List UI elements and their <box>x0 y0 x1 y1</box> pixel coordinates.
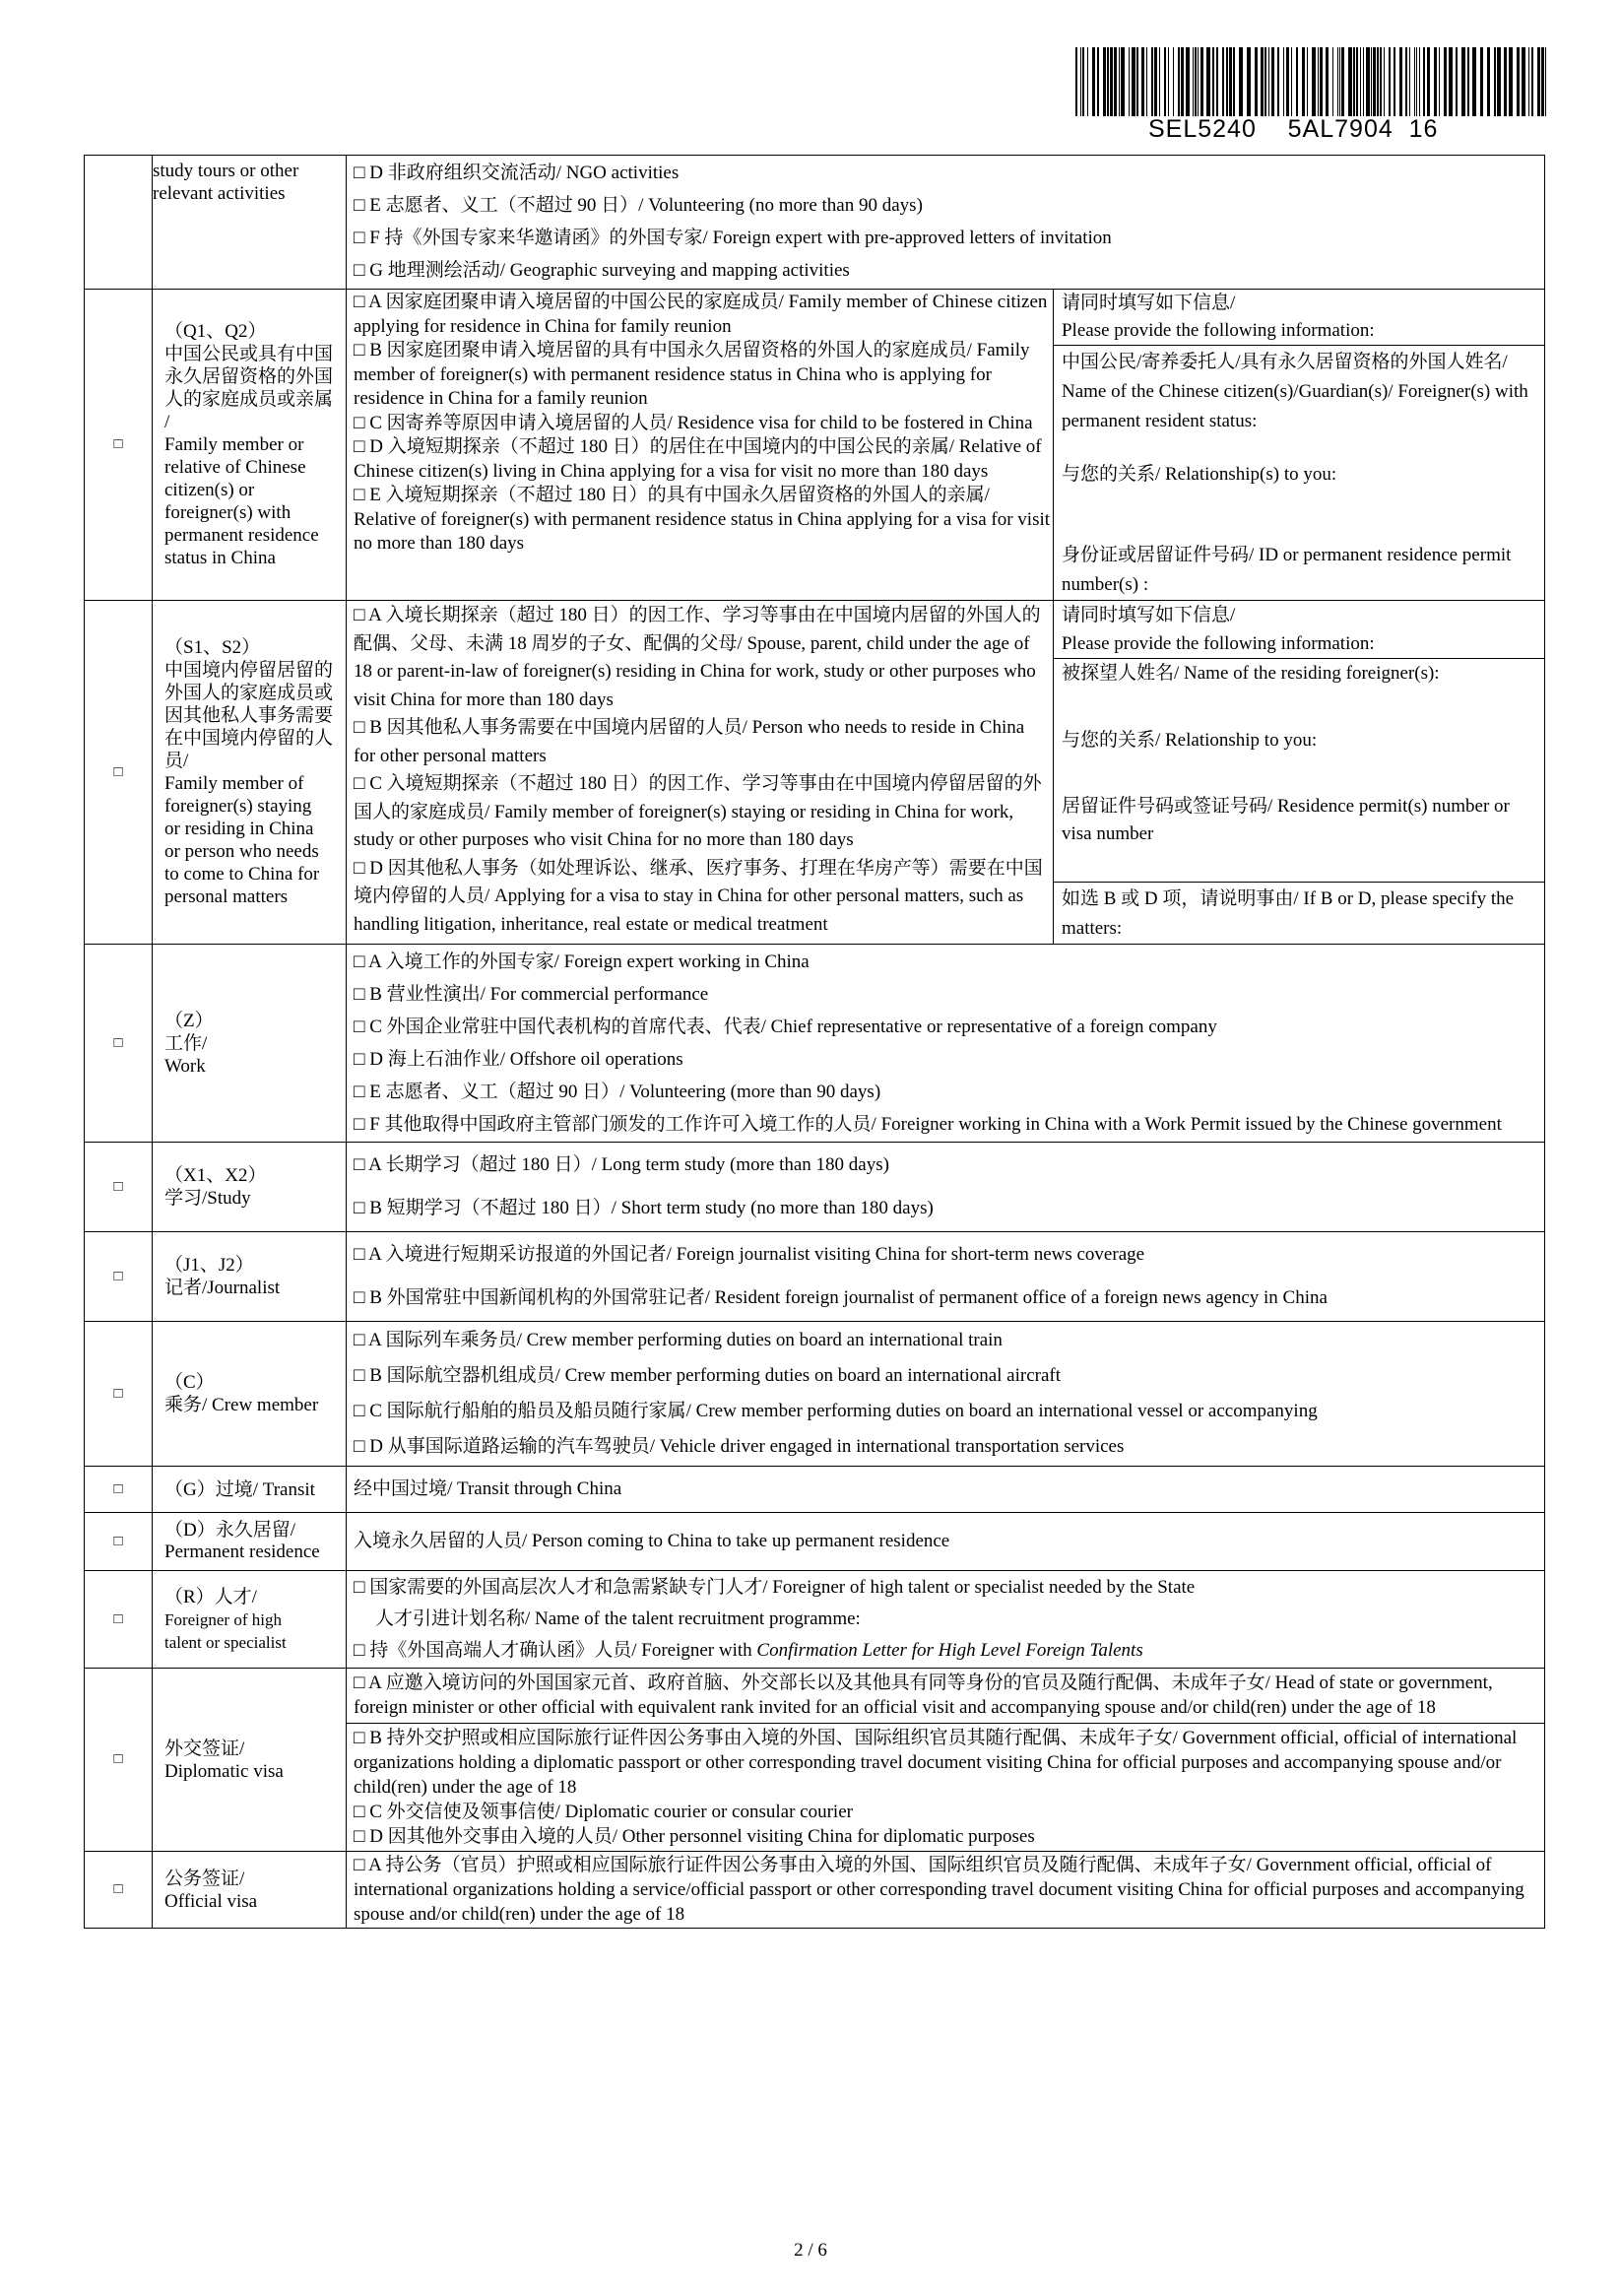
barcode-bar <box>1173 47 1174 116</box>
barcode-bar <box>1339 47 1340 116</box>
barcode-bar <box>1296 47 1298 116</box>
barcode-bar <box>1522 47 1525 116</box>
barcode-bar <box>1405 47 1407 116</box>
options <box>347 601 1054 945</box>
barcode-bar <box>1307 47 1308 116</box>
barcode-bar <box>1146 47 1147 116</box>
options <box>347 156 1545 290</box>
options <box>347 1571 1545 1669</box>
category-code: （Q1、Q2） <box>164 321 267 342</box>
category-line: foreigner(s) with <box>164 502 292 523</box>
category-code: （X1、X2） <box>164 1165 267 1186</box>
category-label <box>153 1322 347 1467</box>
barcode-bar <box>1427 47 1430 116</box>
barcode-bar <box>1264 47 1266 116</box>
options <box>347 1232 1545 1322</box>
barcode-bar <box>1216 47 1218 116</box>
category-line: Work <box>164 1055 206 1077</box>
barcode-bar <box>1416 47 1417 116</box>
barcode-bar <box>1461 47 1465 116</box>
barcode-bar <box>1332 47 1333 116</box>
barcode-bar <box>1353 47 1355 116</box>
barcode-bar <box>1348 47 1352 116</box>
barcode-bar <box>1114 47 1117 116</box>
barcode-bar <box>1541 47 1544 116</box>
row-journalist <box>85 1232 1545 1322</box>
barcode-bar <box>1419 47 1420 116</box>
barcode-bar <box>1444 47 1447 116</box>
category-line: 在中国境内停留的人 <box>164 728 334 749</box>
category-label <box>153 601 347 945</box>
barcode-bar <box>1121 47 1125 116</box>
barcode-bar <box>1092 47 1095 116</box>
barcode-bar <box>1472 47 1476 116</box>
category-code: （J1、J2） <box>164 1255 254 1276</box>
barcode-bar <box>1206 47 1210 116</box>
option-item[interactable]: □ D 因其他私人事务（如处理诉讼、继承、医疗事务、打理在华房产等）需要在中国境内停留的人员/ Applying for a visa to stay in China for other personal matters, such as handling litigation, inheritance, real estate or medical treatment <box>354 857 1043 935</box>
option-item[interactable]: □ B 国际航空器机组成员/ Crew member performing duties on board an international aircraft <box>354 1365 1061 1386</box>
barcode-bar <box>1318 47 1319 116</box>
category-line: or person who needs <box>164 841 319 862</box>
checkbox[interactable]: □ <box>85 1852 153 1929</box>
category-label <box>153 290 347 601</box>
barcode-bar <box>1222 47 1224 116</box>
barcode-bar <box>1097 47 1099 116</box>
barcode-bar <box>1129 47 1130 116</box>
row-diplomatic <box>85 1669 1545 1852</box>
category-line: personal matters <box>164 886 289 907</box>
options <box>347 290 1054 601</box>
options <box>347 945 1545 1143</box>
barcode-bar <box>1434 47 1437 116</box>
checkbox[interactable]: □ <box>85 1467 153 1513</box>
barcode-bar <box>1480 47 1483 116</box>
category-line: 因其他私人事务需要 <box>164 705 334 726</box>
category-line: 工作/ <box>164 1032 208 1054</box>
option-item[interactable]: □ B 短期学习（不超过 180 日）/ Short term study (no more than 180 days) <box>354 1198 934 1218</box>
option-item[interactable]: □ D 入境短期探亲（不超过 180 日）的居住在中国境内的中国公民的亲属/ Relative of Chinese citizen(s) living in China applying for a visa for visit no more than 180 days <box>354 436 1042 482</box>
barcode-bar <box>1283 47 1284 116</box>
barcode-bar <box>1356 47 1358 116</box>
barcode-bar <box>1377 47 1379 116</box>
barcode-bar <box>1195 47 1197 116</box>
option-item[interactable]: □ E 志愿者、义工（超过 90 日）/ Volunteering (more than 90 days) <box>354 1082 881 1102</box>
category-line: Family member of <box>164 773 304 794</box>
barcode-bar <box>1497 47 1501 116</box>
barcode-bar <box>1141 47 1144 116</box>
checkbox[interactable]: □ <box>85 945 153 1143</box>
barcode-bar <box>1233 47 1235 116</box>
category-code: （R）人才/ <box>164 1586 257 1607</box>
option-item[interactable]: □ A 入境长期探亲（超过 180 日）的因工作、学习等事由在中国境内居留的外国人的配偶、父母、未满 18 周岁的子女、配偶的父母/ Spouse, parent, child under the age of 18 or parent-in-law of foreigner(s) residing in China for work, study or other purposes who visit China for more than 180 days <box>354 605 1041 710</box>
options <box>347 1143 1545 1232</box>
category-line: 中国境内停留居留的 <box>164 660 334 681</box>
options <box>347 1322 1545 1467</box>
category-label: 公务签证/ Official visa <box>153 1852 347 1929</box>
barcode-bar <box>1291 47 1292 116</box>
option-item[interactable]: □ B 因家庭团聚申请入境居留的具有中国永久居留资格的外国人的家庭成员/ Family member of foreigner(s) with permanent residence status in China who is applying for residence in China for a family reunion <box>354 340 1030 409</box>
barcode-bar <box>1384 47 1385 116</box>
barcode-bar <box>1302 47 1305 116</box>
category-line: 乘务/ Crew member <box>164 1395 319 1415</box>
category-line: or residing in China <box>164 819 314 839</box>
category-label <box>153 156 347 290</box>
visa-category-table <box>84 155 1545 1929</box>
option-item[interactable]: □ B 营业性演出/ For commercial performance <box>354 984 709 1005</box>
option: 入境永久居留的人员/ Person coming to China to take up permanent residence <box>347 1513 1545 1571</box>
barcode-bar <box>1107 47 1109 116</box>
barcode-bar <box>1103 47 1106 116</box>
option-item[interactable]: □ C 外交信使及领事信使/ Diplomatic courier or consular courier <box>354 1802 853 1822</box>
barcode-bar <box>1164 47 1166 116</box>
option-item[interactable]: □ C 入境短期探亲（不超过 180 日）的因工作、学习等事由在中国境内停留居留的外国人的家庭成员/ Family member of foreigner(s) staying or residing in China for work, study or other purposes who visit China for no more than 180 days <box>354 773 1042 850</box>
barcode-bar <box>1186 47 1190 116</box>
category-line: 永久居留资格的外国 <box>164 366 334 387</box>
option-item[interactable]: □ A 入境工作的外国专家/ Foreign expert working in China <box>354 951 810 972</box>
barcode-bar <box>1373 47 1376 116</box>
category-line: relative of Chinese <box>164 457 306 478</box>
info-fields: 中国公民/寄养委托人/具有永久居留资格的外国人姓名/ Name of the Chinese citizen(s)/Guardian(s)/ Foreigner(s) with permanent resident status: 与您的关系/ Relationship(s) to you: 身份证或居留证件号码/ ID or permanent residence permit number(s) : <box>1061 352 1528 595</box>
row-study <box>85 1143 1545 1232</box>
barcode-bar <box>1366 47 1370 116</box>
category-label <box>153 1143 347 1232</box>
barcode-bar <box>1341 47 1344 116</box>
page-number: 2 / 6 <box>794 2240 827 2261</box>
option-item[interactable]: □ B 外国常驻中国新闻机构的外国常驻记者/ Resident foreign journalist of permanent office of a foreign news agency in China <box>354 1287 1328 1308</box>
checkbox[interactable]: □ <box>85 1232 153 1322</box>
barcode-bar <box>1363 47 1364 116</box>
category-label: 外交签证/ Diplomatic visa <box>153 1669 347 1852</box>
row-official <box>85 1852 1545 1929</box>
checkbox[interactable]: □ <box>85 1571 153 1669</box>
barcode-bar <box>1509 47 1513 116</box>
option-talent-confirmation[interactable]: □ 持《外国高端人才确认函》人员/ Foreigner with Confirmation Letter for High Level Foreign Talents <box>354 1640 1143 1661</box>
option-item[interactable]: □ D 海上石油作业/ Offshore oil operations <box>354 1049 683 1070</box>
option-item[interactable]: □ G 地理测绘活动/ Geographic surveying and mapping activities <box>354 260 850 281</box>
barcode-bar <box>1371 47 1372 116</box>
barcode-bar <box>1255 47 1258 116</box>
barcode-bar <box>1271 47 1274 116</box>
category-line: 记者/Journalist <box>164 1278 281 1298</box>
barcode-bar <box>1531 47 1533 116</box>
barcode-bar <box>1423 47 1425 116</box>
category-line: study tours or other <box>153 161 299 181</box>
barcode-bar <box>1151 47 1153 116</box>
option-item[interactable]: □ C 外国企业常驻中国代表机构的首席代表、代表/ Chief representative or representative of a foreign company <box>354 1017 1217 1037</box>
info-panel <box>1053 290 1544 601</box>
barcode-bar <box>1261 47 1264 116</box>
category-label: （D）永久居留/ Permanent residence <box>153 1513 347 1571</box>
barcode-bar <box>1198 47 1199 116</box>
option-item[interactable]: □ D 从事国际道路运输的汽车驾驶员/ Vehicle driver engaged in international transportation services <box>354 1436 1125 1457</box>
barcode-bar <box>1154 47 1157 116</box>
option-item[interactable]: □ D 非政府组织交流活动/ NGO activities <box>354 163 680 183</box>
barcode-bar <box>1494 47 1496 116</box>
barcode-bar <box>1132 47 1135 116</box>
category-line: 员/ <box>164 751 189 771</box>
checkbox[interactable]: □ <box>85 1322 153 1467</box>
option-item[interactable]: □ C 国际航行船舶的船员及船员随行家属/ Crew member performing duties on board an international vessel or accompanying <box>354 1401 1318 1421</box>
barcode-bar <box>1528 47 1529 116</box>
option-item[interactable]: □ A 国际列车乘务员/ Crew member performing duties on board an international train <box>354 1330 1003 1350</box>
checkbox[interactable]: □ <box>85 601 153 945</box>
option-item[interactable]: □ D 因其他外交事由入境的人员/ Other personnel visiting China for diplomatic purposes <box>354 1826 1035 1847</box>
checkbox[interactable]: □ <box>85 290 153 601</box>
barcode-bar <box>1110 47 1113 116</box>
row-transit <box>85 1467 1545 1513</box>
barcode <box>1075 47 1550 116</box>
category-label: （G）过境/ Transit <box>153 1467 347 1513</box>
category-line: 外国人的家庭成员或 <box>164 683 334 703</box>
info-heading: 请同时填写如下信息/ Please provide the following information: <box>1054 290 1544 346</box>
info-fields: 被探望人姓名/ Name of the residing foreigner(s): 与您的关系/ Relationship to you: 居留证件号码或签证号码/ Residence permit(s) number or visa number <box>1054 659 1544 883</box>
option-talent-needed[interactable]: □ 国家需要的外国高层次人才和急需紧缺专门人才/ Foreigner of high talent or specialist needed by the State <box>354 1577 1196 1598</box>
category-line: 人的家庭成员或亲属 <box>164 389 334 410</box>
category-line: permanent residence <box>164 525 319 546</box>
barcode-bar <box>1247 47 1251 116</box>
barcode-bar <box>1178 47 1180 116</box>
barcode-bar <box>1394 47 1395 116</box>
option-item[interactable]: □ A 因家庭团聚申请入境居留的中国公民的家庭成员/ Family member of Chinese citizen applying for residence in China for family reunion <box>354 292 1048 337</box>
option-item[interactable]: □ E 志愿者、义工（不超过 90 日）/ Volunteering (no more than 90 days) <box>354 195 923 216</box>
category-code: （Z） <box>164 1010 214 1031</box>
barcode-bar <box>1268 47 1269 116</box>
options <box>347 1669 1545 1852</box>
option-item[interactable]: □ E 入境短期探亲（不超过 180 日）的具有中国永久居留资格的外国人的亲属/ Relative of foreigner(s) with permanent residence status in China applying for a visa for visit no more than 180 days <box>354 485 1051 554</box>
barcode-bar <box>1414 47 1415 116</box>
category-line: to come to China for <box>164 864 320 885</box>
option[interactable]: □ A 持公务（官员）护照或相应国际旅行证件因公务事由入境的外国、国际组织官员及随行配偶、未成年子女/ Government official, official of international organizations holding a service/official passport or other corresponding travel document visiting China for official purposes and accompanying spouse and/or child(ren) under the age of 18 <box>347 1852 1545 1929</box>
barcode-bar <box>1537 47 1540 116</box>
barcode-bar <box>1082 47 1084 116</box>
barcode-bar <box>1226 47 1228 116</box>
option-item[interactable]: □ B 持外交护照或相应国际旅行证件因公务事由入境的外国、国际组织官员其随行配偶、未成年子女/ Government official, official of international organizations holding a diplomatic passport or other corresponding travel document visiting China for official purposes and accompanying spouse and/or child(ren) under the age of 18 <box>354 1728 1518 1798</box>
category-line: / <box>164 412 170 432</box>
info-heading: 请同时填写如下信息/ Please provide the following information: <box>1054 601 1544 659</box>
category-label: （R）人才/ Foreigner of high talent or specialist <box>153 1571 347 1669</box>
row-study-tours <box>85 156 1545 290</box>
info-matters: 如选 B 或 D 项，请说明事由/ If B or D, please specify the matters: <box>1061 888 1515 939</box>
category-line: 学习/Study <box>164 1188 251 1209</box>
barcode-bar <box>1389 47 1391 116</box>
barcode-bar <box>1380 47 1382 116</box>
barcode-bar <box>1456 47 1458 116</box>
barcode-bar <box>1075 47 1077 116</box>
checkbox[interactable]: □ <box>85 1513 153 1571</box>
category-line: Family member or <box>164 434 304 455</box>
barcode-text: SEL5240 5AL7904 16 <box>1148 115 1439 143</box>
option-a[interactable]: □ A 应邀入境访问的外国国家元首、政府首脑、外交部长以及其他具有同等身份的官员及随行配偶、未成年子女/ Head of state or government, foreign minister or other official with equivalent rank invited for an official visit and accompanying spouse and/or child(ren) under the age of 18 <box>347 1669 1544 1724</box>
barcode-bar <box>1360 47 1361 116</box>
barcode-bar <box>1337 47 1338 116</box>
barcode-bar <box>1487 47 1490 116</box>
category-label <box>153 945 347 1143</box>
option-item[interactable]: □ F 持《外国专家来华邀请函》的外国专家/ Foreign expert with pre-approved letters of invitation <box>354 228 1112 248</box>
barcode-bar <box>1119 47 1120 116</box>
barcode-bar <box>1168 47 1169 116</box>
barcode-bar <box>1181 47 1184 116</box>
category-line: foreigner(s) staying <box>164 796 312 817</box>
row-family-s <box>85 601 1545 945</box>
barcode-bar <box>1087 47 1088 116</box>
barcode-bar <box>1399 47 1402 116</box>
barcode-bar <box>1320 47 1323 116</box>
category-label <box>153 1232 347 1322</box>
option-item[interactable]: □ A 长期学习（超过 180 日）/ Long term study (more than 180 days) <box>354 1154 889 1175</box>
barcode-bar <box>1467 47 1469 116</box>
option-item[interactable]: □ C 因寄养等原因申请入境居留的人员/ Residence visa for child to be fostered in China <box>354 412 1033 433</box>
barcode-bar <box>1439 47 1440 116</box>
barcode-bar <box>1504 47 1507 116</box>
barcode-bar <box>1212 47 1214 116</box>
option: 经中国过境/ Transit through China <box>347 1467 1545 1513</box>
barcode-bar <box>1200 47 1203 116</box>
barcode-bar <box>1277 47 1279 116</box>
barcode-bar <box>1312 47 1316 116</box>
row-family-q <box>85 290 1545 601</box>
row-crew <box>85 1322 1545 1467</box>
barcode-bar <box>1449 47 1453 116</box>
category-line: 中国公民或具有中国 <box>164 344 334 364</box>
category-line: citizen(s) or <box>164 480 255 500</box>
category-line: relevant activities <box>153 183 286 204</box>
category-line: status in China <box>164 548 276 568</box>
barcode-bar <box>1239 47 1243 116</box>
barcode-bar <box>1409 47 1410 116</box>
checkbox[interactable]: □ <box>85 1669 153 1852</box>
category-code: （C） <box>164 1372 215 1393</box>
barcode-bar <box>1326 47 1329 116</box>
info-panel <box>1053 601 1544 945</box>
barcode-bar <box>1136 47 1138 116</box>
row-talent <box>85 1571 1545 1669</box>
option-item[interactable]: □ F 其他取得中国政府主管部门颁发的工作许可入境工作的人员/ Foreigner working in China with a Work Permit issued by the Chinese government <box>354 1114 1502 1135</box>
category-code: （S1、S2） <box>164 637 261 658</box>
barcode-bar <box>1159 47 1160 116</box>
row-permanent <box>85 1513 1545 1571</box>
barcode-bar <box>1193 47 1194 116</box>
barcode-bar <box>1545 47 1546 116</box>
checkbox[interactable]: □ <box>85 1143 153 1232</box>
talent-programme-field: 人才引进计划名称/ Name of the talent recruitment programme: <box>375 1608 861 1629</box>
option-item[interactable]: □ A 入境进行短期采访报道的外国记者/ Foreign journalist visiting China for short-term news coverage <box>354 1244 1145 1265</box>
barcode-bar <box>1229 47 1232 116</box>
barcode-bar <box>1286 47 1289 116</box>
barcode-bar <box>1517 47 1520 116</box>
barcode-bar <box>1080 47 1081 116</box>
option-item[interactable]: □ B 因其他私人事务需要在中国境内居留的人员/ Person who needs to reside in China for other personal matters <box>354 717 1025 766</box>
row-work <box>85 945 1545 1143</box>
